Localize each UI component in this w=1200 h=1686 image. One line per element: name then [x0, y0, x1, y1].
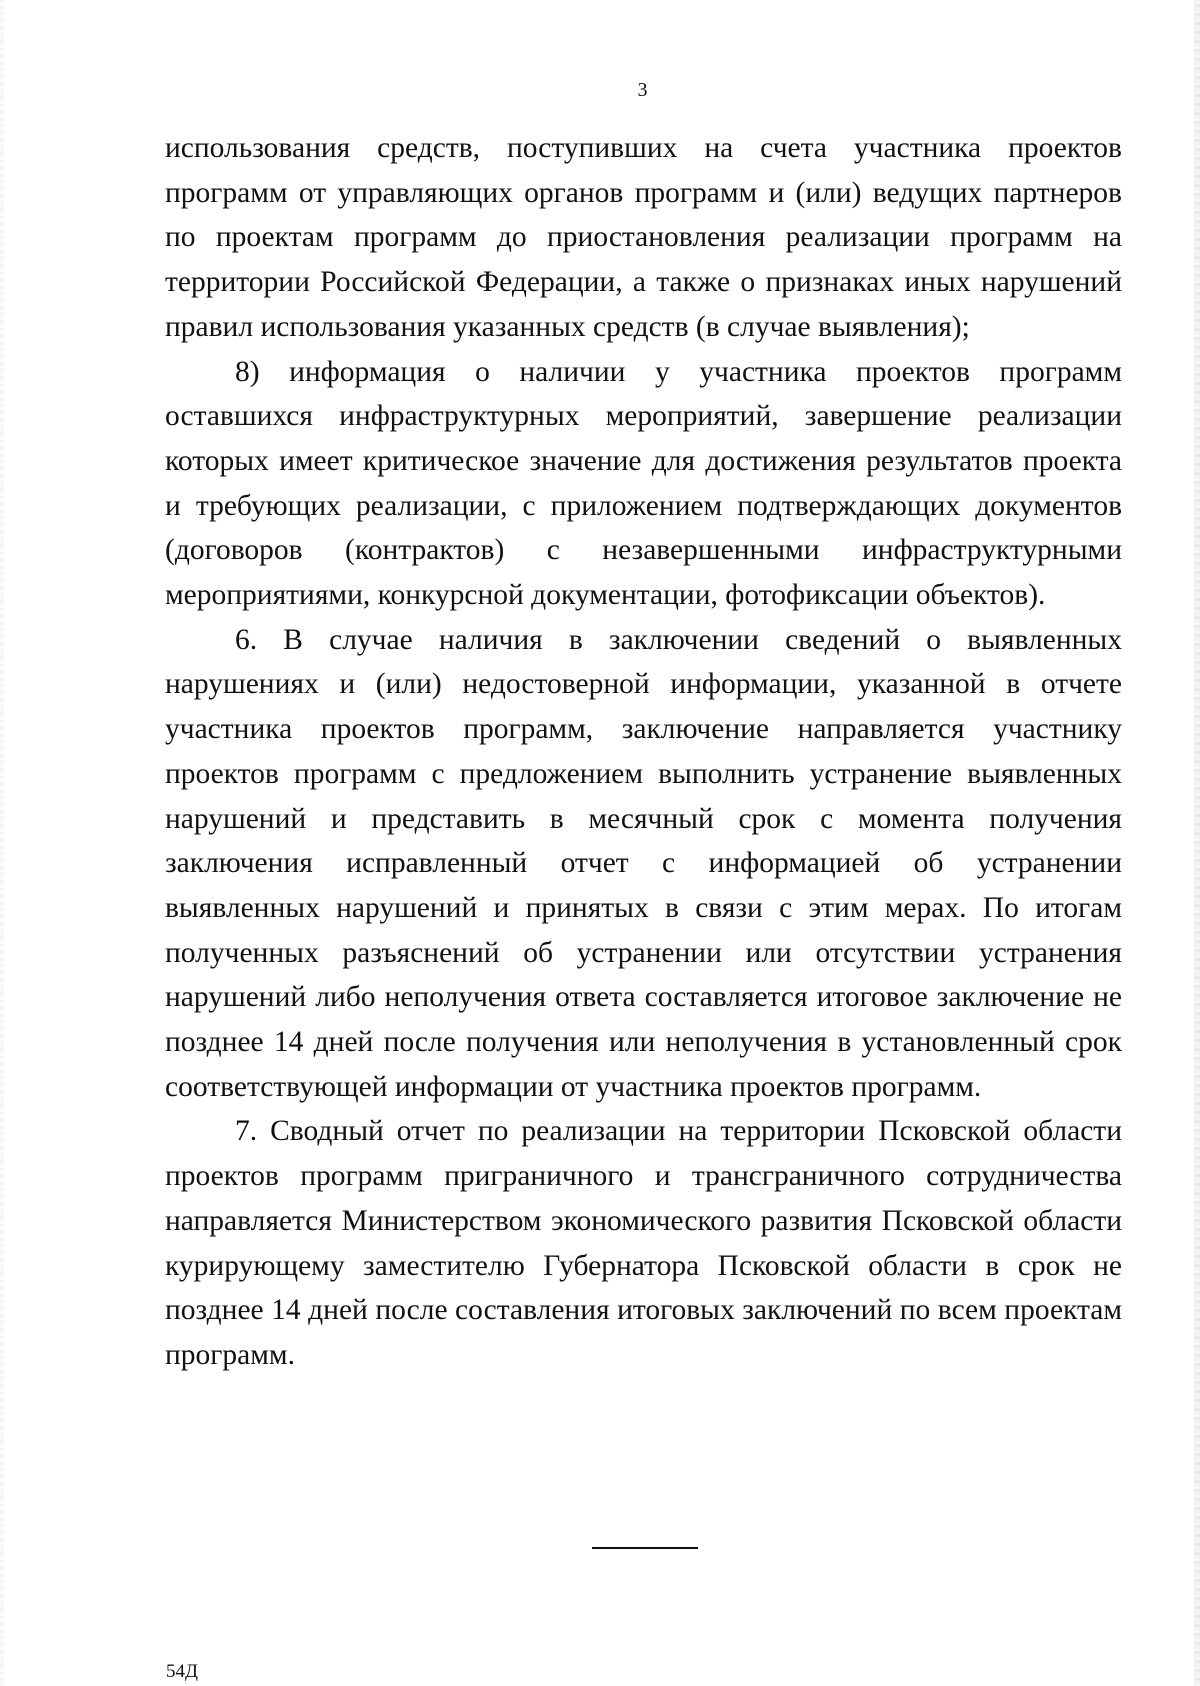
document-body [165, 126, 1122, 1378]
scan-edge-right [1194, 0, 1200, 1686]
paragraph-clause-7: 7. Сводный отчет по реализации на территории Псковской области проектов программ приграничного и трансграничного сотрудничества направляется Министерством экономического развития Псковской области курирующему заместителю Губернатора Псковской области в срок не позднее 14 дней после составления итоговых заключений по всем проектам программ. [165, 1115, 1122, 1371]
paragraph-clause-6: 6. В случае наличия в заключении сведений о выявленных нарушениях и (или) недостоверной информации, указанной в отчете участника проектов программ, заключение направляется участнику проектов программ с предложением выполнить устранение выявленных нарушений и представить в месячный срок с момента получения заключения исправленный отчет с информацией об устранении выявленных нарушений и принятых в связи с этим мерах. По итогам полученных разъяснений об устранении или отсутствии устранения нарушений либо неполучения ответа составляется итоговое заключение не позднее 14 дней после получения или неполучения в установленный срок соответствующей информации от участника проектов программ. [165, 623, 1122, 1103]
document-code: 54Д [166, 1661, 198, 1682]
paragraph-item-8: 8) информация о наличии у участника проектов программ оставшихся инфраструктурных мероприятий, завершение реализации которых имеет критическое значение для достижения результатов проекта и требующих реализации, с приложением подтверждающих документов (договоров (контрактов) с незавершенными инфраструктурными мероприятиями, конкурсной документации, фотофиксации объектов). [165, 355, 1122, 612]
scan-edge-left [0, 0, 4, 1686]
paragraph-continuation: использования средств, поступивших на счета участника проектов программ от управляющих органов программ и (или) ведущих партнеров по проектам программ до приостановления реализации программ на территории Российской Федерации, а также о признаках иных нарушений правил использования указанных средств (в случае выявления); [165, 132, 1122, 343]
page-number: 3 [637, 79, 648, 101]
end-of-document-rule [592, 1547, 698, 1549]
